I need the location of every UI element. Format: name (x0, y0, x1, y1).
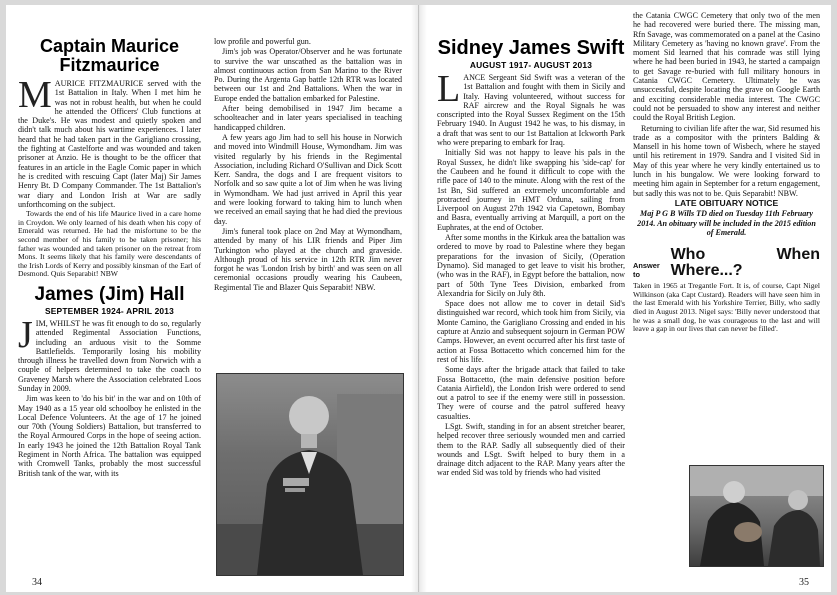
maurice-paragraph-2: Towards the end of his life Maurice lived in a care home in Croydon. We only learned of his death when his copy of Emerald was returned. He had the misfortune to be the second member of his family to be taken prisoner; his father was wounded and taken prisoner on the retreat from Mons. It seems likely that his family were descendants of the Irish Lords of Kerry and possibly kinsman of the Earl of Desmond. Quis Separabit! NBW (18, 209, 201, 279)
answer-to-label: Answer to (633, 260, 660, 279)
jim-dates: SEPTEMBER 1924- APRIL 2013 (44, 305, 174, 316)
who-when-where-title: Who When Where...? (670, 246, 820, 280)
jim-col2-p5: Jim's funeral took place on 2nd May at Wymondham, attended by many of his LIR friends and Piper Jim Turkington who played at the church and graveside. Although proud of his service in 12th RTR Jim never forgot he was 'London Irish by birth' and was seen on all ceremonial occasions proudly wearing his Caubeen, Regimental Tie and Blazer Quis Separabit! NBW. (214, 226, 402, 292)
jim-hall-photo-image (217, 374, 403, 575)
sidney-col2-p1: the Catania CWGC Cemetery that only two of the men he had recovered were buried there. The missing man, Rfn Savage, was commemorated on a panel at the Casino Military Cemetery as 'having no known grave'. From the moment Sid learned that his comrade was still lying where he had been buried in 1943, he started a campaign to get Savage re-buried with full military honours in Catania CWGC Cemetery. Ultimately he was unsuccessful, despite locating the grave on Google Earth and exciting considerable media interest. The CWGC could not be persuaded to show any interest and neither could the Royal British Legion. (633, 11, 820, 123)
jim-col2-p4: A few years ago Jim had to sell his house in Norwich and moved into Windmill House, Wymondham. Jim was visited regularly by his friends in the Regimental Association, including Richard O'Sullivan and Dick Scott Kerr. Sandra, the dogs and I are frequent visitors to Norfolk and so saw quite a lot of Jim when he was living in Wymondham. We had just arrived in April this year and were looking forward to taking him to lunch when we received an email saying that he had died the previous day. (214, 132, 402, 226)
sidney-p4: Space does not allow me to cover in detail Sid's distinguished war record, which took him from Sicily, via Monte Camino, the Garigliano Crossing and ended in his capture at Anzio and subsequent sojourn in German POW Camps. However, an event occurred after his first taste of action at Fossa Bottacetto which concerned him for the rest of his life. (437, 299, 625, 364)
jim-hall-photo (216, 373, 404, 576)
sidney-dropcap: L (437, 68, 461, 110)
maurice-lead (18, 74, 201, 209)
magazine-spread (6, 5, 831, 592)
who-when-where-header (633, 247, 820, 279)
right-column-2 (633, 11, 820, 335)
nigel-wilkinson-photo (689, 465, 824, 567)
maurice-dropcap: M (18, 74, 52, 116)
who-when-where-text: Taken in 1965 at Tregantle Fort. It is, of course, Capt Nigel Wilkinson (aka Capt Custard). Readers will have seen him in the last Emerald with his Yorkshire Terrier, Billy, who sadly died in August 2013. Nigel says: 'Billy never understood that he was a small dog, he was courageous to the last and will leave a gap in our lives that can never be filled'. (633, 281, 820, 334)
late-obituary-heading: LATE OBITUARY NOTICE (674, 197, 779, 208)
left-page (6, 5, 418, 592)
nigel-wilkinson-photo-image (690, 466, 823, 566)
right-column-1 (437, 39, 625, 479)
late-obituary-text: Maj P G B Wills TD died on Tuesday 11th February 2014. An obituary will be included in the 2015 edition of Emerald. (637, 209, 816, 237)
jim-dropcap: J (18, 313, 33, 356)
jim-col2-p1: low profile and powerful gun. (214, 37, 311, 46)
jim-lead-text: IM, WHILST he was fit enough to do so, regularly attended Regimental Association Functions, including an arduous visit to the Somme Battlefields. Temporarily losing his mobility through illness he travelled down from Norwich with a couple of helpers determined to take the coach to Graveney Marsh where the Association celebrated Loos Sunday in 2009. (18, 318, 201, 393)
left-column-2 (214, 37, 402, 293)
maurice-lead-text: AURICE FITZMAURICE served with the 1st Battalion in Italy. When I met him he was not in robust health, but when he could he attended the Officers' Club functions at the Duke's. He was modest and quietly spoken and didn't talk much about his wartime experiences. I later heard that he had taken part in the Garigliano crossing, the fighting at Castelforte and was wounded and taken prisoner at Anzio. He is thought to be the officer that features in an article in the Eagle Comic paper in which he is credited with rescuing Capt (later Maj) Sir James Henry Bt. D Company Commander. The 1st Battalion's war diary and London Irish at War are sadly unforthcoming on the subject. (18, 79, 201, 209)
jim-lead (18, 313, 201, 393)
page-number-left: 34 (32, 577, 42, 588)
jim-title: James (Jim) Hall (34, 283, 185, 305)
right-page (419, 5, 831, 592)
sidney-p2: Initially Sid was not happy to leave his pals in the Royal Sussex, he didn't like swapping his 'side-cap' for the Caubeen and he found it difficult to cope with the rifle pace of 140 to the minute. Along with the rest of the 1st Bn, Sid suffered an extremely uncomfortable and protracted journey in HMT Orduna, sailing from Liverpool on August 27th 1942 via Capetown, Bombay and Basra, eventually arriving at Marquill, a port on the Euphrates, at the end of October. (437, 148, 625, 232)
jim-paragraph-2: Jim was keen to 'do his bit' in the war and on 10th of May 1940 as a 15 year old schoolboy he enlisted in the Local Defence Volunteers. At the age of 17 he joined our 70th (Young Soldiers) Battalion, but transferred to the Royal Armoured Corps in the hope of seeing action. In early 1943 he joined the 12th Battalion Royal Tank Regiment in North Africa. The battalion was equipped with Cromwell Tanks, probably the most successful British tank of the war, with its (18, 394, 201, 478)
page-number-right: 35 (799, 577, 809, 588)
left-column-1 (18, 37, 201, 479)
sidney-col2-p2: Returning to civilian life after the war, Sid resumed his trade as a compositor with the printers Balding & Mansell in his home town of Wisbech, where he stayed until his retirement in 1979. Sandra and I visited Sid in May of this year where he very kindly entertained us to lunch in his bungalow. We were looking forward to meeting him again in September for a return engagement, but sadly this was not to be. Quis Separabit! NBW. (633, 123, 820, 198)
sidney-p5: Some days after the brigade attack that failed to take Fossa Bottacetto, (the main defensive position before Catania Airfield), the London Irish were ordered to send out a patrol to see if the enemy were still in possession. They were of course and the patrol suffered heavy casualties. (437, 365, 625, 421)
sidney-dates: AUGUST 1917- AUGUST 2013 (469, 60, 593, 70)
sidney-lead-text: ANCE Sergeant Sid Swift was a veteran of the 1st Battalion and fought with them in Sicily and Italy. Having volunteered, without success for RAF aircrew and the Royal Signals he was conscripted into the Royal Sussex Regiment on the 15th February 1940. In August 1942 he was, to his dismay, in a draft that was sent to our 1st Battalion at Ickworth Park who were preparing to embark for Iraq. (437, 73, 625, 148)
jim-col2-p3: After being demobilised in 1947 Jim became a schoolteacher and in later years specialised in teaching handicapped children. (214, 104, 402, 132)
sidney-lead (437, 68, 625, 148)
maurice-title: Captain Maurice Fitzmaurice (39, 36, 180, 75)
sidney-p6: LSgt. Swift, standing in for an absent stretcher bearer, helped recover three seriously wounded men and carried them to the RAP. Sadly all subsequently died of their wounds and LSgt. Swift helped to bury them in a drainage ditch adjacent to the RAP. Many years after the war ended Sid was told by friends who had visited (437, 421, 625, 478)
sidney-p3: After some months in the Kirkuk area the battalion was ordered to move by road to Palestine where they began preparations for the invasion of Sicily, (Operation Dynamo). Sid managed to get leave to visit his brother, (who was in the RAF), in Egypt before the battalion, now part of 50th Tyne Tees Division, embarked from Alexandria for Sicily on July 8th. (437, 233, 625, 298)
sidney-title: Sidney James Swift (437, 37, 625, 59)
jim-col2-p2: Jim's job was Operator/Observer and he was fortunate to survive the war unscathed as the battalion was in almost continuous action from San Marino to the River Po. During the Argenta Gap battle 12th RTR was located between our 1st and 2nd Battalions. When the war in Europe ended the battalion embarked for Palestine. (214, 47, 402, 103)
